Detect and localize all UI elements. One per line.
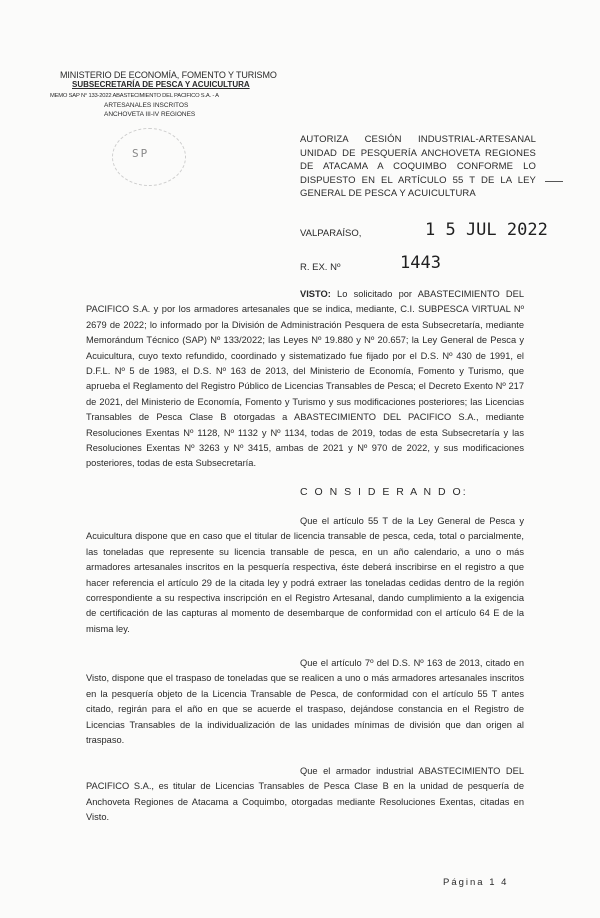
considerando-heading: C O N S I D E R A N D O: <box>300 486 468 498</box>
visto-label: VISTO: <box>300 289 331 299</box>
memo-line-anchoveta: ANCHOVETA III-IV REGIONES <box>104 111 196 118</box>
rex-number: 1443 <box>400 253 441 273</box>
visto-paragraph <box>86 287 524 472</box>
letterhead <box>50 70 300 119</box>
memo-line-artesanales: ARTESANALES INSCRITOS <box>104 102 189 109</box>
memo-reference: MEMO SAP N° 133-2022 ABASTECIMIENTO DEL PACIFICO S.A. - A <box>50 93 219 99</box>
stamped-date: 1 5 JUL 2022 <box>425 220 548 240</box>
visto-text: Lo solicitado por ABASTECIMIENTO DEL PACIFICO S.A. y por los armadores artesanales que se indica, mediante, C.I. SUBPESCA VIRTUAL Nº 2679 de 2022; lo informado por la División de Administración Pesquera de esta Subsecretaría, mediante Memorándum Técnico (SAP) Nº 133/2022; las Leyes Nº 19.880 y Nº 20.657; la Ley General de Pesca y Acuicultura, cuyo texto refundido, coordinado y sistematizado fue fijado por el D.S. Nº 430 de 1991, el D.F.L. Nº 5 de 1983, el D.S. Nº 163 de 2013, del Ministerio de Economía, Fomento y Turismo, que aprueba el Reglamento del Registro Público de Licencias Transables de Pesca; el Decreto Exento Nº 217 de 2021, del Ministerio de Economía, Fomento y Turismo y sus modificaciones posteriores; las Licencias Transables de Pesca Clase B otorgadas a ABASTECIMIENTO DEL PACIFICO S.A., mediante Resoluciones Exentas Nº 1128, Nº 1132 y Nº 1134, todas de 2019, todas de esta Subsecretaría y las Resoluciones Exentas Nº 3263 y Nº 3415, ambas de 2021 y Nº 970 de 2022, y sus modificaciones posteriores, todas de esta Subsecretaría. <box>86 289 524 469</box>
considerando-paragraph-1: Que el artículo 55 T de la Ley General de Pesca y Acuicultura dispone que en caso que el titular de licencia transable de pesca, ceda, total o parcialmente, las toneladas que represente su licencia transable de pesca, en un año calendario, a uno o más armadores artesanales inscritos en la pesquería respectiva, éste deberá inscribirse en el registro a que hacer referencia el artículo 29 de la citada ley y podrá extraer las toneladas cedidas dentro de la región correspondiente a su respectiva inscripción en el Registro Artesanal, dando cumplimiento a la exigencia de certificación de las capturas al momento de desembarque de conformidad con el artículo 64 E de la misma ley. <box>86 516 524 634</box>
stamp-text: SP <box>132 147 150 160</box>
rex-label: R. EX. Nº <box>300 262 341 273</box>
subsecretaria-name: SUBSECRETARÍA DE PESCA Y ACUICULTURA <box>72 80 250 89</box>
resolution-title: AUTORIZA CESIÓN INDUSTRIAL-ARTESANAL UNIDAD DE PESQUERÍA ANCHOVETA REGIONES DE ATACAMA A COQUIMBO CONFORME LO DISPUESTO EN EL ARTÍCULO 55 T DE LA LEY GENERAL DE PESCA Y ACUICULTURA <box>300 134 536 199</box>
considerando-paragraph-3: Que el armador industrial ABASTECIMIENTO DEL PACIFICO S.A., es titular de Licencias Transables de Pesca Clase B en la unidad de pesquería de Anchoveta Regiones de Atacama a Coquimbo, otorgadas mediante Resoluciones Exentas, citadas en Visto. <box>86 766 524 823</box>
ministry-name: MINISTERIO DE ECONOMÍA, FOMENTO Y TURISMO <box>60 70 277 80</box>
place-label: VALPARAÍSO, <box>300 228 362 239</box>
page-number: Página 1 4 <box>443 877 509 888</box>
considerando-paragraph-2: Que el artículo 7º del D.S. Nº 163 de 2013, citado en Visto, dispone que el traspaso de toneladas que se realicen a uno o más armadores artesanales inscritos en la pesquería objeto de la Licencia Transable de Pesca, de conformidad con el artículo 55 T antes citado, regirán para el año en que se acuerde el traspaso, dejándose constancia en el Registro de Licencias Transables de la individualización de las unidades mínimas de división que dan origen al traspaso. <box>86 658 524 746</box>
margin-mark <box>545 181 563 182</box>
